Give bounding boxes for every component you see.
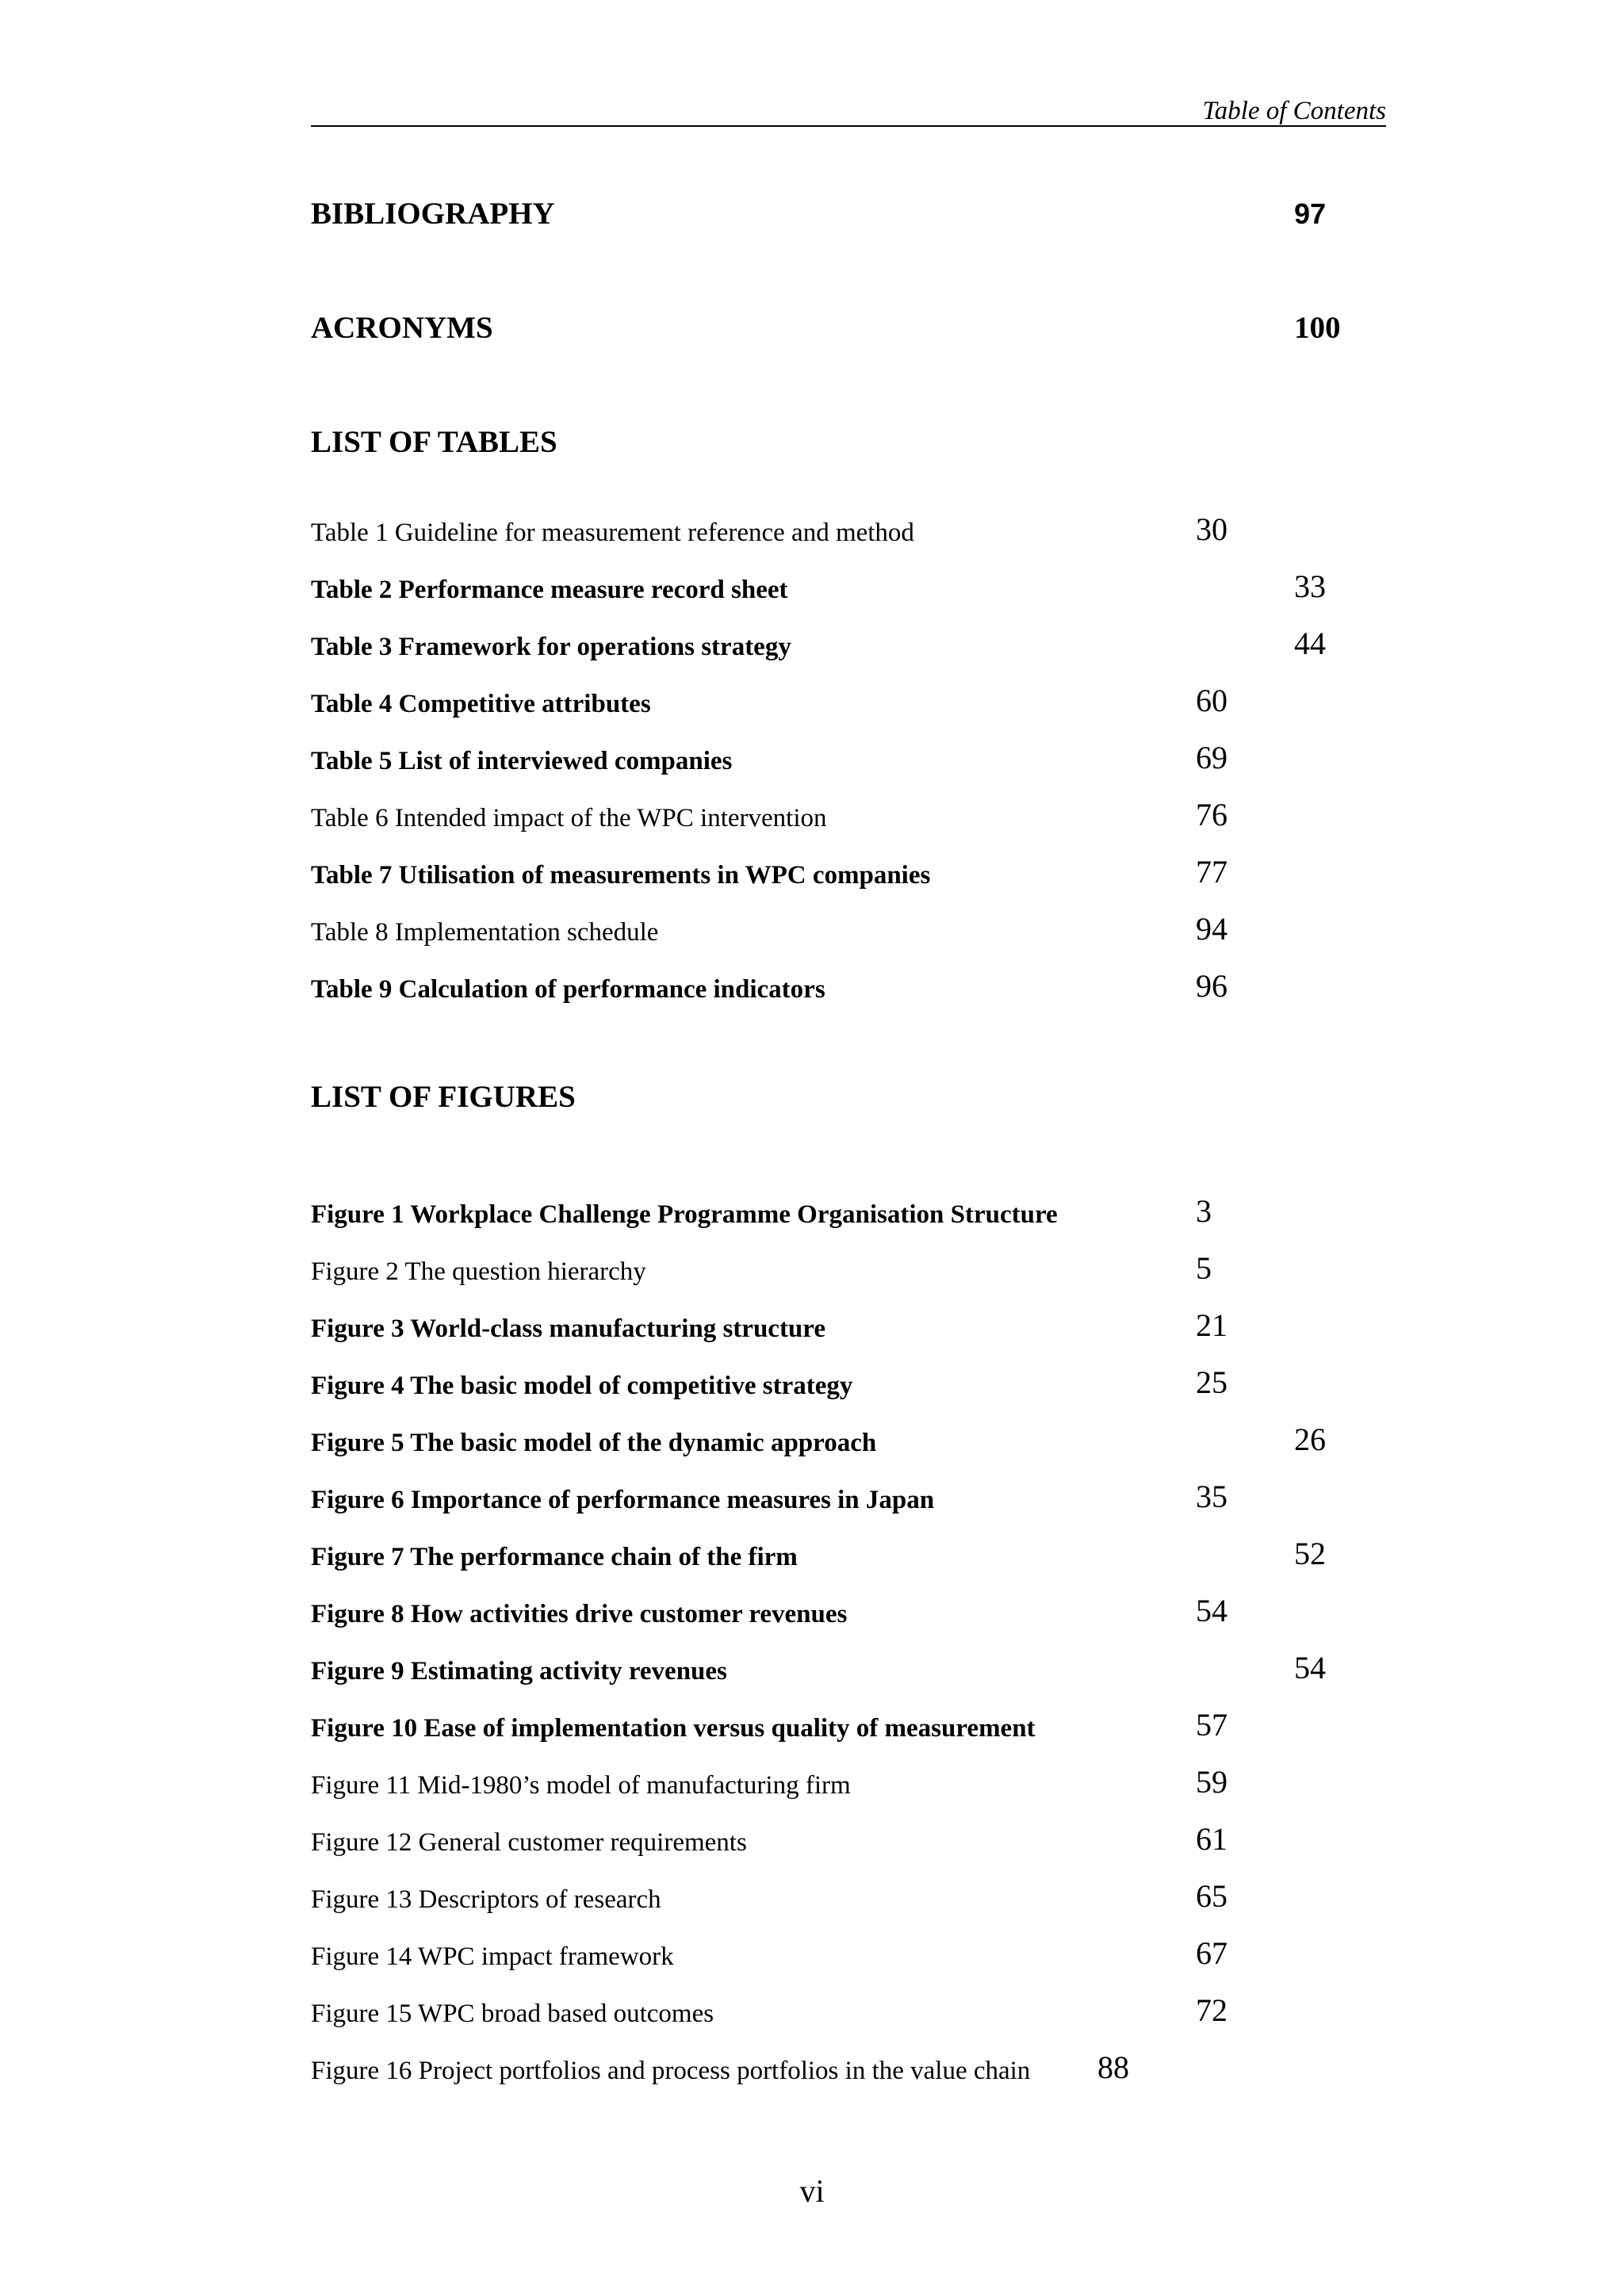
section-title-figures: LIST OF FIGURES <box>311 1080 576 1114</box>
figure-entry-page: 72 <box>1196 1992 1228 2028</box>
figure-entry-label: Figure 15 WPC broad based outcomes <box>311 1999 714 2028</box>
table-entry-page: 69 <box>1196 740 1228 775</box>
table-entry-page: 77 <box>1196 854 1228 890</box>
figure-entry-label: Figure 3 World-class manufacturing structure <box>311 1314 825 1343</box>
table-entry-page: 33 <box>1294 568 1326 604</box>
table-entry-label: Table 2 Performance measure record sheet <box>311 576 788 604</box>
figure-entry-label: Figure 14 WPC impact framework <box>311 1942 674 1971</box>
table-entry-label: Table 3 Framework for operations strategy <box>311 633 791 661</box>
section-page-acronyms: 100 <box>1294 311 1341 345</box>
figure-entry-page: 35 <box>1196 1479 1228 1514</box>
figure-entry-page: 67 <box>1196 1935 1228 1971</box>
section-title-acronyms: ACRONYMS <box>311 311 493 345</box>
section-title-bibliography: BIBLIOGRAPHY <box>311 197 555 231</box>
table-entry-page: 96 <box>1196 968 1228 1004</box>
figure-entry-page: 65 <box>1196 1878 1228 1914</box>
figure-entry-page: 54 <box>1294 1650 1326 1686</box>
figure-entry-label: Figure 9 Estimating activity revenues <box>311 1657 727 1686</box>
figure-entry-page: 5 <box>1196 1250 1212 1286</box>
figure-entry-page: 54 <box>1196 1593 1228 1628</box>
figure-entry-label: Figure 11 Mid-1980’s model of manufacturing firm <box>311 1771 851 1800</box>
page-number: vi <box>799 2173 825 2209</box>
table-entry-page: 76 <box>1196 797 1228 832</box>
table-entry-label: Table 4 Competitive attributes <box>311 690 651 718</box>
header-rule <box>311 125 1386 127</box>
figure-entry-page: 61 <box>1196 1821 1228 1857</box>
figure-entry-page: 3 <box>1196 1193 1212 1229</box>
table-entry-label: Table 9 Calculation of performance indicators <box>311 975 825 1004</box>
figure-entry-page: 57 <box>1196 1707 1228 1743</box>
table-entry-label: Table 7 Utilisation of measurements in WPC companies <box>311 861 931 890</box>
table-entry-label: Table 1 Guideline for measurement reference and method <box>311 519 914 547</box>
figure-entry-label: Figure 12 General customer requirements <box>311 1828 747 1857</box>
figure-entry-label: Figure 8 How activities drive customer revenues <box>311 1600 848 1628</box>
figure-entry-page: 25 <box>1196 1364 1228 1400</box>
figure-entry-label: Figure 10 Ease of implementation versus quality of measurement <box>311 1714 1036 1743</box>
table-entry-page: 30 <box>1196 511 1228 547</box>
figure-entry-label: Figure 5 The basic model of the dynamic approach <box>311 1429 877 1457</box>
section-title-tables: LIST OF TABLES <box>311 425 557 459</box>
figure-entry-page: 52 <box>1294 1536 1326 1571</box>
figure-entry-label: Figure 16 Project portfolios and process portfolios in the value chain <box>311 2057 1031 2085</box>
table-entry-label: Table 5 List of interviewed companies <box>311 747 733 775</box>
figure-entry-label: Figure 13 Descriptors of research <box>311 1885 661 1914</box>
table-entry-page: 60 <box>1196 683 1228 718</box>
figure-entry-label: Figure 6 Importance of performance measures in Japan <box>311 1486 935 1514</box>
figure-entry-page: 26 <box>1294 1422 1326 1457</box>
figure-entry-label: Figure 1 Workplace Challenge Programme Organisation Structure <box>311 1200 1058 1229</box>
figure-entry-label: Figure 7 The performance chain of the firm <box>311 1543 798 1571</box>
figure-entry-label: Figure 4 The basic model of competitive strategy <box>311 1372 853 1400</box>
figure-entry-page: 21 <box>1196 1307 1228 1343</box>
figure-entry-label: Figure 2 The question hierarchy <box>311 1257 646 1286</box>
table-entry-page: 94 <box>1196 911 1228 947</box>
table-entry-page: 44 <box>1294 626 1326 661</box>
figure-entry-page: 59 <box>1196 1764 1228 1800</box>
section-page-bibliography: 97 <box>1294 197 1327 230</box>
table-entry-label: Table 6 Intended impact of the WPC intervention <box>311 804 827 832</box>
figure-entry-page: 88 <box>1097 2049 1129 2085</box>
running-header: Table of Contents <box>1202 97 1386 125</box>
table-entry-label: Table 8 Implementation schedule <box>311 918 659 947</box>
